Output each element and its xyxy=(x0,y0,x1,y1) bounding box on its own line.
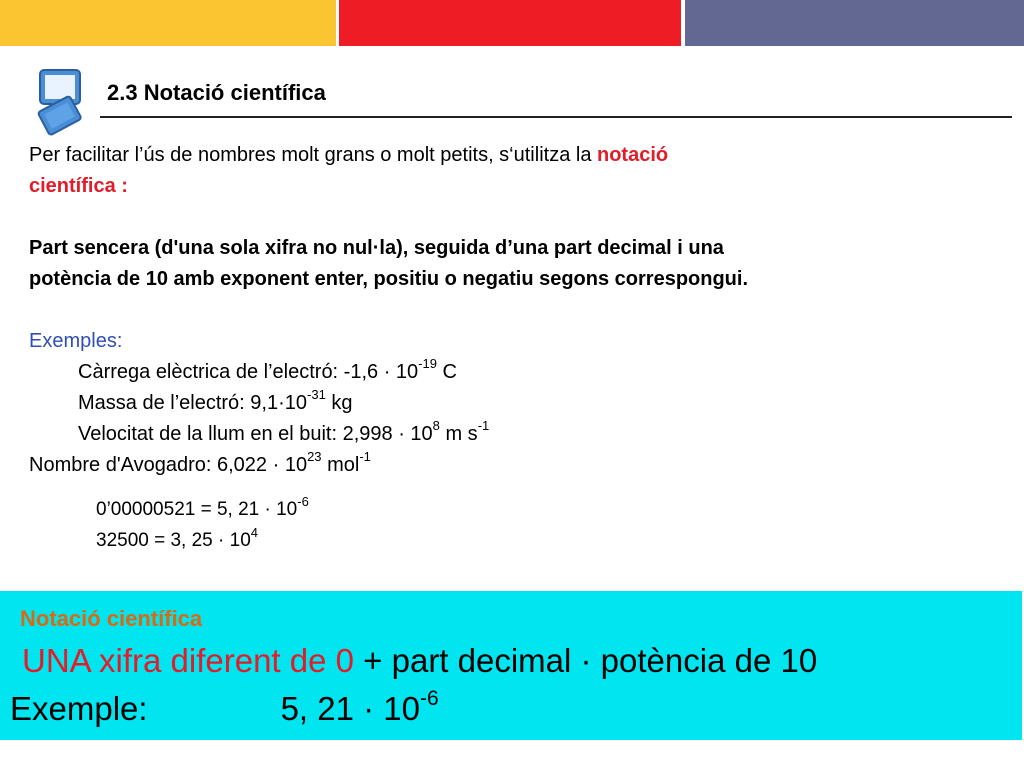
summary-label: Notació científica xyxy=(20,606,203,631)
summary-rule xyxy=(22,642,817,680)
definition-text xyxy=(29,233,748,295)
conversion-line xyxy=(96,525,258,556)
conversion-text: 0’00000521 = 5, 21 · 10 xyxy=(96,499,298,520)
example-text: Velocitat de la llum en el buit: 2,998 · 10 xyxy=(78,423,433,445)
example-unit: kg xyxy=(325,392,353,414)
intro-prefix: Per facilitar l’ús de nombres molt grans o molt petits, s‘utilitza la xyxy=(29,144,597,166)
example-line xyxy=(78,357,457,388)
summary-example-label: Exemple: xyxy=(10,690,148,727)
definition-line-2: potència de 10 amb exponent enter, positiu o negatiu segons correspongui. xyxy=(29,268,749,290)
conversion-text: 32500 = 3, 25 · 10 xyxy=(96,530,251,551)
conversion-exponent: -6 xyxy=(297,493,309,509)
example-unit-exponent: -1 xyxy=(477,418,490,434)
summary-example-exponent: -6 xyxy=(420,687,439,710)
example-line xyxy=(78,419,489,450)
summary-rule-highlight: UNA xifra diferent de 0 xyxy=(22,642,354,679)
monitor-icon xyxy=(36,68,86,138)
examples-label: Exemples: xyxy=(29,330,123,352)
example-unit: m s xyxy=(439,423,478,445)
example-text: Nombre d'Avogadro: 6,022 · 10 xyxy=(29,454,308,476)
example-line xyxy=(78,388,353,419)
conversion-line xyxy=(96,494,309,525)
intro-text xyxy=(29,140,668,202)
header-bar-purple xyxy=(685,0,1024,46)
example-exponent: -19 xyxy=(418,356,437,372)
example-text: Massa de l’electró: 9,1·10 xyxy=(78,392,308,414)
intro-highlight-2: científica : xyxy=(29,175,128,197)
intro-highlight-1: notació xyxy=(597,144,669,166)
conversion-exponent: 4 xyxy=(250,524,258,540)
summary-rule-rest: + part decimal · potència de 10 xyxy=(354,642,818,679)
example-line xyxy=(29,450,371,481)
definition-line-1: Part sencera (d'una sola xifra no nul·la), seguida d’una part decimal i una xyxy=(29,237,724,259)
header-bar-red xyxy=(339,0,681,46)
example-unit: C xyxy=(436,361,457,383)
example-exponent: 8 xyxy=(432,418,440,434)
summary-example xyxy=(10,687,439,728)
example-exponent: 23 xyxy=(307,449,322,465)
slide-title: 2.3 Notació científica xyxy=(107,80,326,105)
example-unit-exponent: -1 xyxy=(359,449,371,465)
example-unit: mol xyxy=(321,454,360,476)
header-bar-yellow xyxy=(0,0,336,46)
summary-example-value: 5, 21 · 10 xyxy=(280,690,420,727)
title-divider xyxy=(100,116,1012,118)
example-text: Càrrega elèctrica de l’electró: -1,6 · 10 xyxy=(78,361,419,383)
example-exponent: -31 xyxy=(307,387,326,403)
